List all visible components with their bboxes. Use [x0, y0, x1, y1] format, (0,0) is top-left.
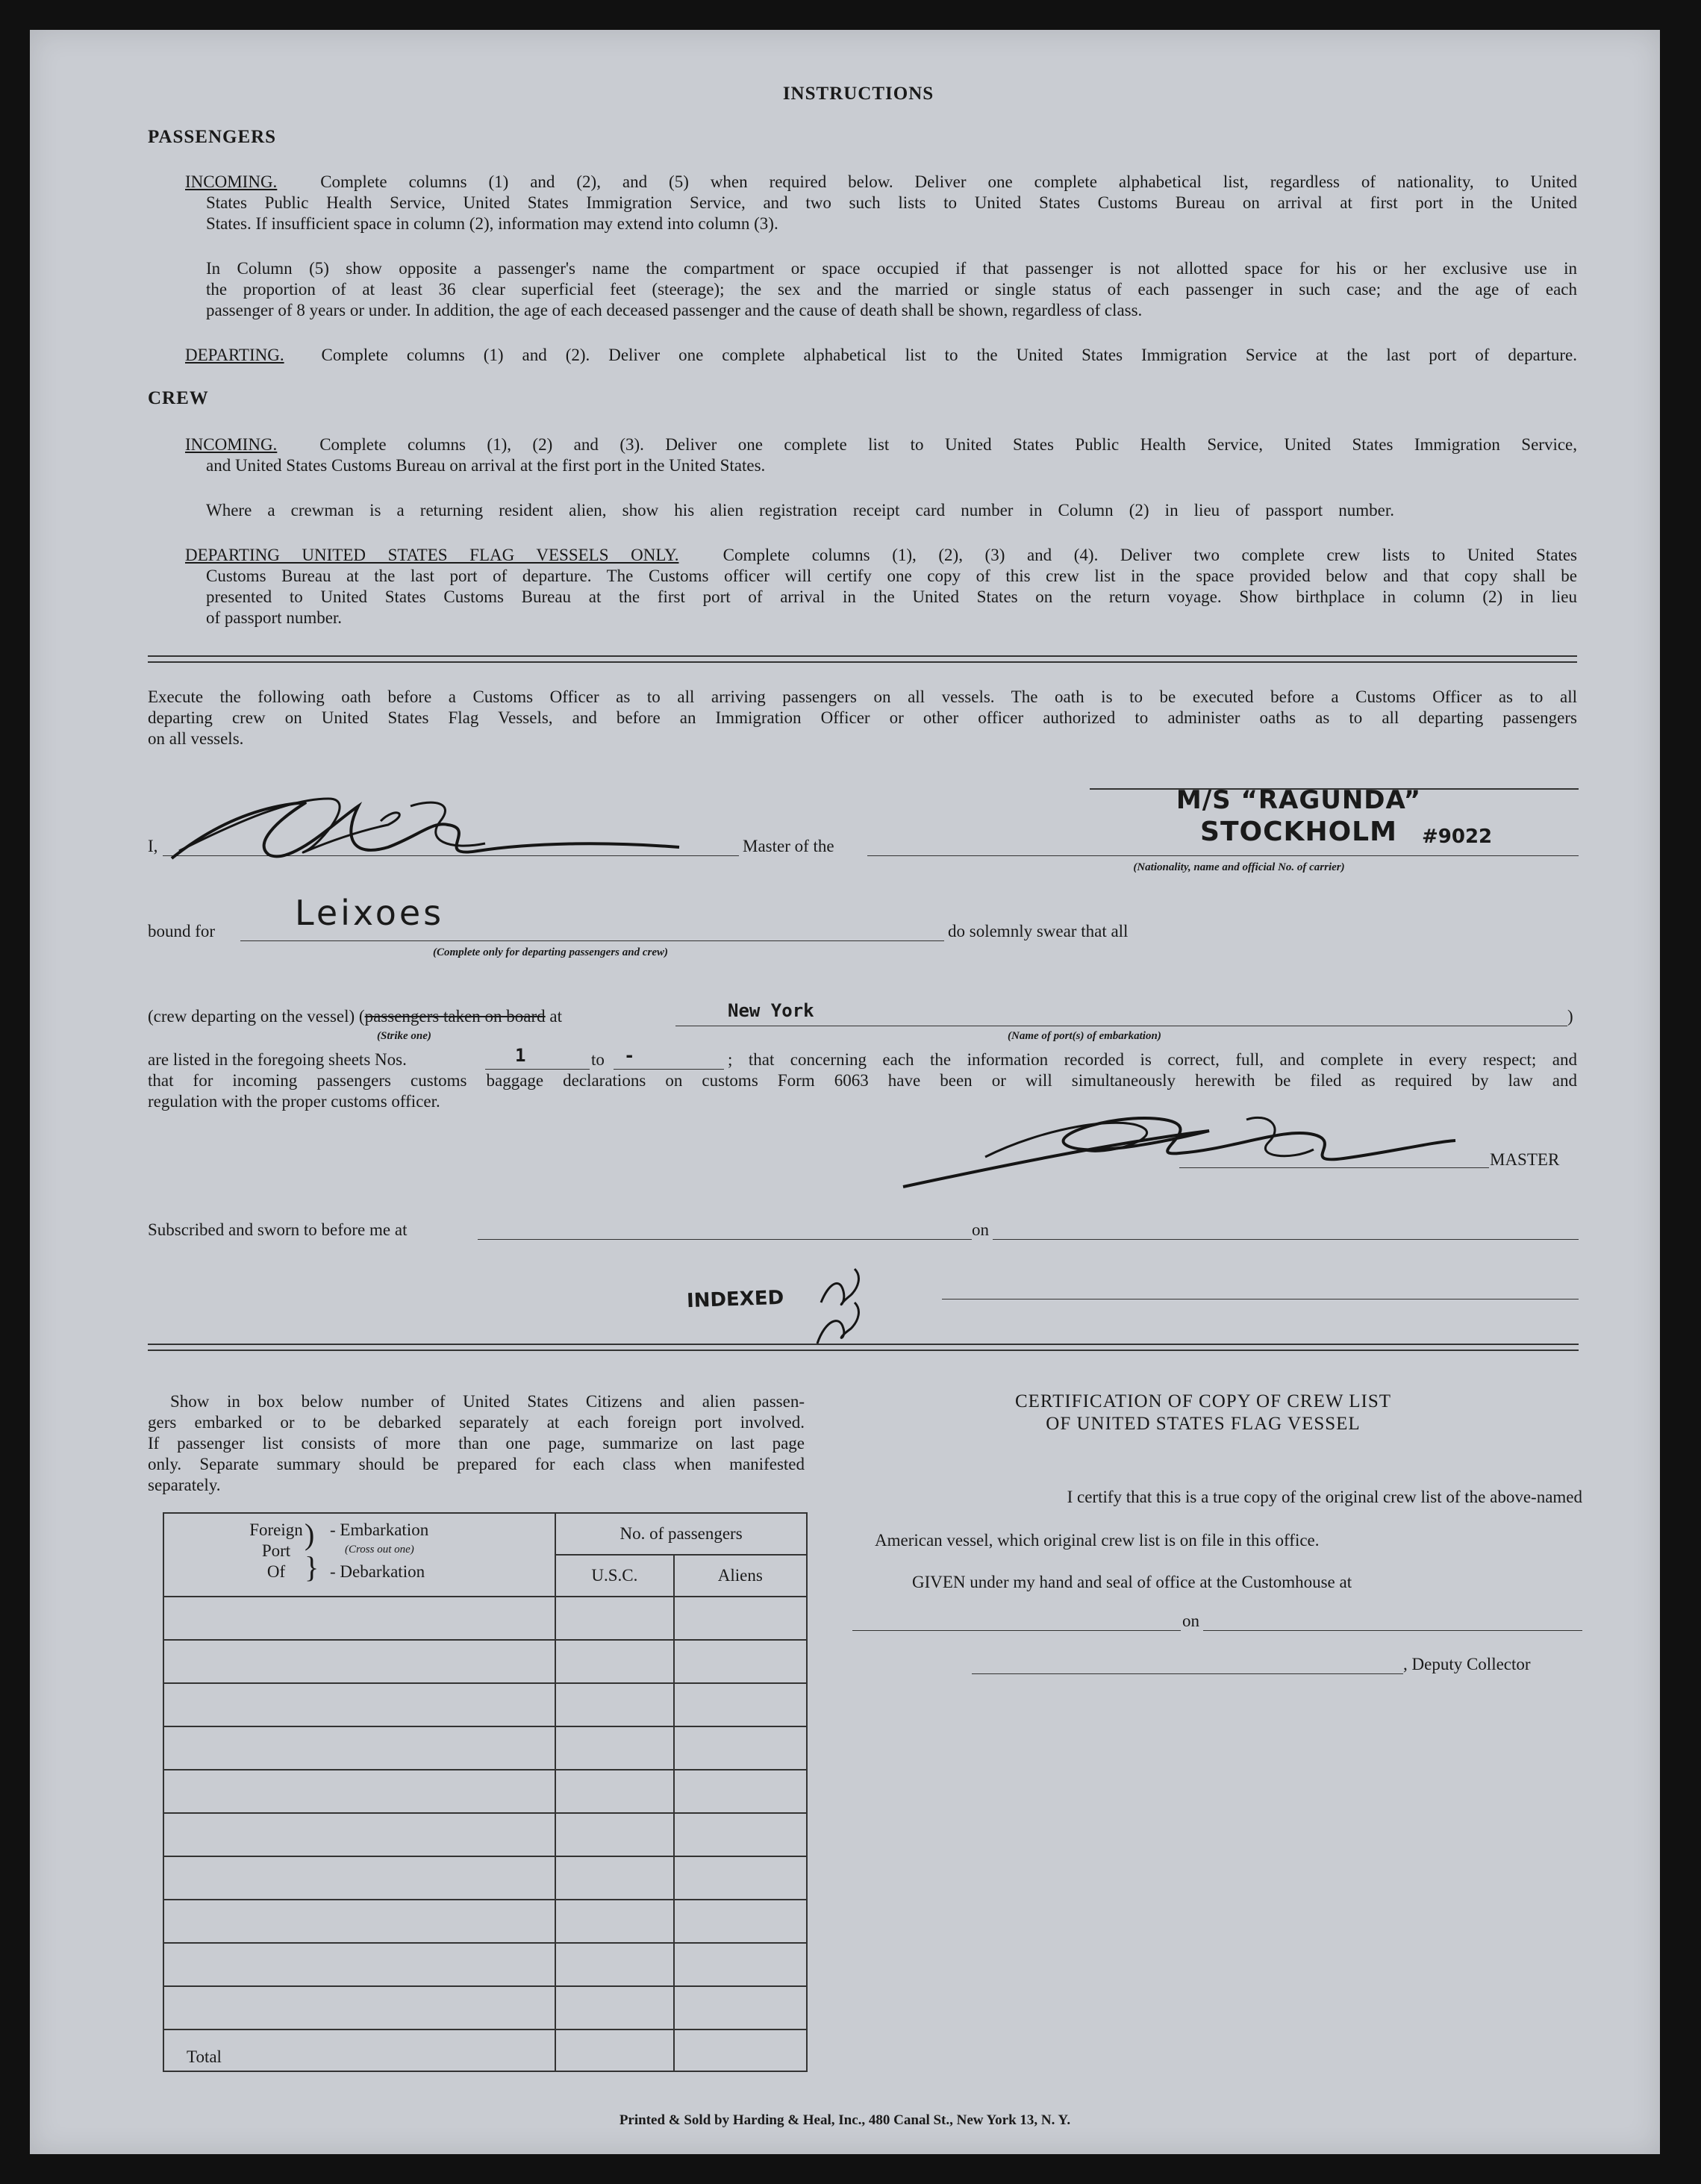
sheet-to-line[interactable] [614, 1069, 724, 1070]
usc-cell[interactable] [555, 1770, 673, 1813]
crew-heading: CREW [148, 388, 209, 408]
strike-caption: (Strike one) [377, 1030, 431, 1042]
swear-label: do solemnly swear that all [948, 922, 1129, 940]
usc-cell[interactable] [555, 1986, 673, 2029]
certify-line: I certify that this is a true copy of the original crew list of the above-named [1067, 1488, 1582, 1506]
aliens-cell[interactable] [674, 1943, 807, 1986]
incoming-paragraph-line2: States Public Health Service, United States Immigration Service, and two such lists to United States Customs Bureau on arrival at first port in the United [206, 193, 1577, 212]
port-cell[interactable] [163, 1986, 555, 2029]
table-row [163, 1640, 807, 1683]
certification-title-line2: OF UNITED STATES FLAG VESSEL [1046, 1414, 1361, 1434]
aliens-cell[interactable] [674, 1770, 807, 1813]
vessel-name-line2: STOCKHOLM [1200, 817, 1397, 847]
bound-for-line[interactable] [240, 940, 944, 941]
american-vessel-line: American vessel, which original crew list is on file in this office. [875, 1531, 1320, 1550]
summary-intro-line3: If passenger list consists of more than one page, summarize on last page [148, 1434, 805, 1453]
i-label: I, [148, 837, 158, 855]
bound-caption: (Complete only for departing passengers and crew) [433, 946, 668, 958]
divider-rule [148, 1344, 1579, 1345]
regulation-line: regulation with the proper customs officer. [148, 1092, 440, 1111]
usc-cell[interactable] [555, 1813, 673, 1856]
deputy-collector-line[interactable] [972, 1673, 1403, 1674]
subscribed-label: Subscribed and sworn to before me at [148, 1220, 408, 1239]
summary-intro-line2: gers embarked or to be debarked separately at each foreign port involved. [148, 1413, 805, 1432]
column5-line1: In Column (5) show opposite a passenger's name the compartment or space occupied if that passenger is not allotted space for his or her exclusive use in [206, 259, 1577, 278]
aliens-cell[interactable] [674, 1856, 807, 1900]
certification-on-label: on [1182, 1612, 1199, 1630]
cross-out-caption: (Cross out one) [345, 1544, 414, 1556]
instructions-title: INSTRUCTIONS [782, 84, 934, 104]
summary-intro-line5: separately. [148, 1476, 221, 1494]
vessel-caption: (Nationality, name and official No. of carrier) [1133, 861, 1345, 873]
bound-for-label: bound for [148, 922, 216, 940]
indexed-stamp: INDEXED [686, 1286, 784, 1313]
oath-intro-line2: departing crew on United States Flag Vessels, and before an Immigration Officer or other officer authorized to administer oaths as to all departing passengers [148, 708, 1577, 727]
usc-cell[interactable] [555, 1900, 673, 1943]
summary-intro-line4: only. Separate summary should be prepared for each class when manifested [148, 1455, 805, 1473]
master-label: MASTER [1490, 1150, 1560, 1169]
passengers-heading: PASSENGERS [148, 127, 277, 147]
crew-departing-label: (crew departing on the vessel) (passengers taken on board at [148, 1007, 562, 1026]
subscribed-place-line[interactable] [478, 1239, 972, 1240]
subscribed-date-line[interactable] [993, 1239, 1579, 1240]
vessel-name-line1: M/S “RAGUNDA” [1176, 785, 1422, 815]
aliens-cell[interactable] [674, 1986, 807, 2029]
aliens-cell[interactable] [674, 1813, 807, 1856]
master-signature-image [164, 776, 702, 881]
indexed-initials-image [810, 1261, 870, 1351]
column5-line3: passenger of 8 years or under. In addition, the age of each deceased passenger and the cause of death shall be shown, regardless of class. [206, 301, 1143, 319]
incoming-label: INCOMING. [185, 172, 278, 191]
table-row [163, 1986, 807, 2029]
oath-intro-line1: Execute the following oath before a Customs Officer as to all arriving passengers on all vessels. The oath is to be executed before a Customs Officer as to all [148, 687, 1577, 706]
usc-cell[interactable] [555, 1726, 673, 1770]
port-cell[interactable] [163, 1900, 555, 1943]
departing-label: DEPARTING. [185, 346, 284, 364]
flag-vessels-line3: presented to United States Customs Bureau at the first port of arrival in the United States on the return voyage. Show birthplace in column (2) in lieu [206, 587, 1577, 606]
vessel-name-line[interactable] [867, 855, 1579, 856]
master-of-label: Master of the [743, 837, 834, 855]
usc-header: U.S.C. [555, 1555, 673, 1597]
port-value: New York [728, 1000, 814, 1021]
close-paren: ) [1567, 1007, 1573, 1026]
debarkation-label: - Debarkation [330, 1562, 425, 1581]
table-row [163, 1726, 807, 1770]
subscribed-on-label: on [972, 1220, 989, 1239]
sheet-to-value: - [624, 1045, 635, 1066]
usc-cell[interactable] [555, 1943, 673, 1986]
embarkation-label: - Embarkation [330, 1520, 429, 1539]
port-caption: (Name of port(s) of embarkation) [1008, 1030, 1161, 1042]
customhouse-line[interactable] [852, 1630, 1181, 1631]
port-cell[interactable] [163, 1770, 555, 1813]
passengers-struck-text: passengers taken on board [364, 1007, 546, 1026]
table-row [163, 1597, 807, 1640]
bound-for-value: Leixoes [295, 893, 445, 933]
sheet-from-line[interactable] [485, 1069, 590, 1070]
usc-cell[interactable] [555, 1856, 673, 1900]
table-row [163, 1943, 807, 1986]
deputy-collector-label: , Deputy Collector [1403, 1655, 1531, 1673]
table-row [163, 1813, 807, 1856]
port-cell[interactable] [163, 1943, 555, 1986]
crew-incoming-label: INCOMING. [185, 435, 278, 454]
crewman-paragraph: Where a crewman is a returning resident alien, show his alien registration receipt card number in Column (2) in lieu of passport number. [206, 501, 1394, 520]
divider-rule [148, 1350, 1579, 1351]
to-label: to [591, 1050, 605, 1069]
brace-glyph: ) } [305, 1517, 319, 1584]
port-cell[interactable] [163, 1683, 555, 1726]
sheet-from-value: 1 [515, 1045, 526, 1066]
sheets-rest: ; that concerning each the information recorded is correct, full, and complete in every respect; and [728, 1050, 1577, 1069]
master-signature-image [896, 1097, 1463, 1194]
aliens-cell[interactable] [674, 1597, 807, 1640]
usc-cell[interactable] [555, 1640, 673, 1683]
total-row [163, 2029, 807, 2071]
certification-date-line[interactable] [1203, 1630, 1582, 1631]
aliens-cell[interactable] [674, 1726, 807, 1770]
port-cell[interactable] [163, 1856, 555, 1900]
aliens-cell[interactable] [674, 1683, 807, 1726]
incoming-paragraph-line3: States. If insufficient space in column (2), information may extend into column (3). [206, 214, 778, 233]
port-header-cell [163, 1513, 555, 1597]
aliens-header: Aliens [674, 1555, 807, 1597]
master-signature-line[interactable] [1179, 1167, 1489, 1168]
table-row [163, 1683, 807, 1726]
aliens-cell[interactable] [674, 1900, 807, 1943]
usc-cell[interactable] [555, 1597, 673, 1640]
no-of-passengers-header: No. of passengers [555, 1513, 807, 1555]
port-cell[interactable] [163, 1597, 555, 1640]
usc-cell[interactable] [555, 1683, 673, 1726]
sheets-label: are listed in the foregoing sheets Nos. [148, 1050, 407, 1069]
given-line: GIVEN under my hand and seal of office at the Customhouse at [912, 1573, 1352, 1591]
col-of: Of [266, 1562, 286, 1581]
official-number: #9022 [1422, 826, 1493, 848]
usc-total-cell[interactable] [555, 2029, 673, 2071]
crew-incoming-line1: INCOMING. Complete columns (1), (2) and (3). Deliver one complete list to United States Public Health Service, United States Immigration Service, [185, 435, 1578, 454]
port-cell[interactable] [163, 1640, 555, 1683]
col-foreign: Foreign [249, 1520, 303, 1539]
aliens-cell[interactable] [674, 1640, 807, 1683]
table-row [163, 1770, 807, 1813]
oath-intro-line3: on all vessels. [148, 729, 244, 748]
officer-signature-line[interactable] [942, 1299, 1579, 1300]
table-row [163, 1900, 807, 1943]
printer-footer: Printed & Sold by Harding & Heal, Inc., 480 Canal St., New York 13, N. Y. [619, 2112, 1071, 2128]
port-cell[interactable] [163, 1813, 555, 1856]
flag-vessels-line4: of passport number. [206, 608, 343, 627]
col-port: Port [261, 1541, 291, 1560]
divider-rule [148, 655, 1577, 657]
flag-vessels-line2: Customs Bureau at the last port of departure. The Customs officer will certify one copy of this crew list in the space provided below and that copy shall be [206, 567, 1577, 585]
departing-paragraph: DEPARTING. Complete columns (1) and (2). Deliver one complete alphabetical list to the United States Immigration Service at the last port of departure. [185, 346, 1578, 364]
aliens-total-cell[interactable] [674, 2029, 807, 2071]
divider-rule [148, 661, 1577, 663]
total-label: Total [163, 2029, 555, 2071]
column5-line2: the proportion of at least 36 clear superficial feet (steerage); the sex and the married or single status of each passenger in such case; and the age of each [206, 280, 1577, 299]
summary-intro-line1: Show in box below number of United States Citizens and alien passen- [170, 1392, 805, 1411]
flag-vessels-label: DEPARTING UNITED STATES FLAG VESSELS ONLY. [185, 546, 679, 564]
incoming-paragraph-line1: INCOMING. Complete columns (1) and (2), and (5) when required below. Deliver one complete alphabetical list, regardless of nationality, to United [185, 172, 1577, 191]
flag-vessels-line1: DEPARTING UNITED STATES FLAG VESSELS ONLY. Complete columns (1), (2), (3) and (4). Deliver two complete crew lists to United States [185, 546, 1578, 564]
certification-title-line1: CERTIFICATION OF COPY OF CREW LIST [1014, 1391, 1392, 1411]
table-row [163, 1856, 807, 1900]
crew-incoming-line2: and United States Customs Bureau on arrival at the first port in the United States. [206, 456, 766, 475]
document-page [30, 30, 1660, 2154]
port-cell[interactable] [163, 1726, 555, 1770]
baggage-line: that for incoming passengers customs baggage declarations on customs Form 6063 have been or will simultaneously herewith be filed as required by law and [148, 1071, 1577, 1090]
passenger-summary-table [163, 1512, 808, 2072]
